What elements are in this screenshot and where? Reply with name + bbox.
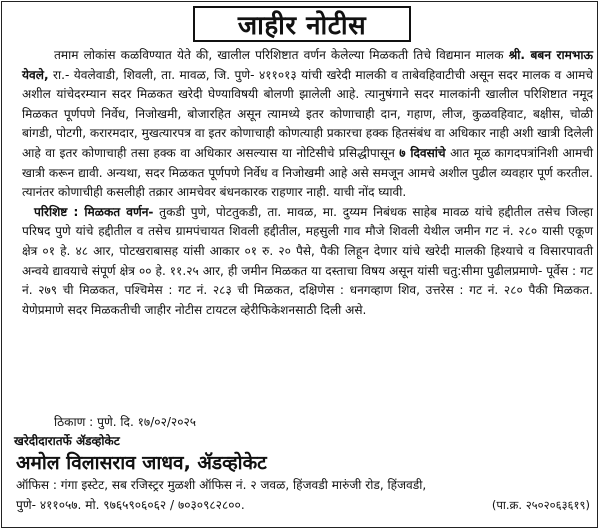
intro-text: तमाम लोकांस कळविण्यात येते की, खालील परिशिष्टात वर्णन केलेल्या मिळकती तिचे विद्यमान मालक xyxy=(54,48,504,62)
place-date: ठिकाण : पुणे. दि. १७/०२/२०२५ xyxy=(54,415,197,429)
notice-body xyxy=(22,46,593,320)
owner-name: श्री. बबन रामभाऊ येवले, xyxy=(22,48,593,82)
closing-text: आत मूळ कागदपत्रांनिशी आमची खात्री करून द्यावी. अन्यथा, सदर मिळकत पूर्णपणे निर्वेध व निजोखमी आहे असे समजून आमचे अशील पुढील व्यवहार पूर्ण करतील. त्यानंतर कोणाचीही कसलीही तक्रार आमचेवर बंधनकारक राहणार नाही. याची नोंद घ्यावी. xyxy=(22,145,593,200)
notice-paragraph-schedule xyxy=(22,203,593,321)
office-address-line-1: ऑफिस : गंगा इस्टेट, सब रजिस्ट्रर मुळशी ऑफिस नं. २ जवळ, हिंजवडी मारुंजी रोड, हिंजवडी, xyxy=(16,478,427,492)
advocate-signature-block xyxy=(14,432,594,515)
office-address-line-2: पुणे- ४११०५७. मो. ९७६५९०६०६२ / ७०३०९८२८००. xyxy=(16,497,245,512)
notice-paragraph-main xyxy=(22,46,593,203)
schedule-heading: परिशिष्ट : मिळकत वर्णन- xyxy=(34,204,154,219)
property-description: तुकडी पुणे, पोटतुकडी, ता. मावळ, मा. दुय्यम निबंधक साहेब मावळ यांचे हद्दीतील तसेच जिल्हा परिषद पुणे यांचे हद्दीतील व तसेच ग्रामपंचायत शिवली हद्दीतील, महसुली गाव मौजे शिवली येथील जमीन गट नं. २८० यासी एकूण क्षेत्र ०१ हे. ४८ आर, पोटखराबासह यांसी आकार ०१ रु. २० पैसे, पैकी लिहून देणार यांचे खरेदी मालकी हिश्याचे व विसारपावती अन्वये द्यावयाचे संपूर्ण क्षेत्र ०० हे. ११.२५ आर, ही जमीन मिळकत या दस्ताचा विषय असून यांसी चतु:सीमा पुढीलप्रमाणे- पूर्वेस : गट नं. २७९ ची मिळकत, पश्चिमेस : गट नं. २८३ ची मिळकत, दक्षिणेस : धनगव्हाण शिव, उत्तरेस : गट नं. २८० पैकी मिळकत. येणेप्रमाणे सदर मिळकतीची जाहीर नोटीस टायटल व्हेरीफिकेशनसाठी दिली असे. xyxy=(22,204,593,317)
objection-period: ७ दिवसांचे xyxy=(399,145,446,160)
notice-title-box xyxy=(193,6,411,42)
public-notice xyxy=(1,1,598,528)
advocate-name: अमोल विलासराव जाधव, ॲडव्होकेट xyxy=(16,452,267,474)
office-address xyxy=(16,476,594,515)
publication-reference: (पा.क्र. २५०२०६३६१९) xyxy=(491,497,590,512)
signatory-role: खरेदीदारातर्फे ॲडव्होकेट xyxy=(14,434,120,448)
notice-title: जाहीर नोटीस xyxy=(237,11,367,41)
owner-details-text: रा.- येवलेवाडी, शिवली, ता. मावळ, जि. पुणे- ४११०१३ यांची खरेदी मालकी व ताबेवहिवाटीची असून सदर मालक व आमचे अशील यांचेदरम्यान सदर मिळकत खरेदी घेण्याविषयी बोलणी झालेली आहे. त्यानुषंगाने सदर मालकांनी खालील परिशिष्टात नमूद मिळकत पूर्णपणे निर्वेध, निजोखमी, बोजारहित असून त्यामध्ये इतर कोणाचाही दान, गहाण, लीज, कुळवहिवाट, बक्षीस, चोळी बांगडी, पोटगी, करारमदार, मुखत्यारपत्र वा इतर कोणाचाही कोणत्याही प्रकारचा हक्क हितसंबंध वा अधिकार नाही अशी खात्री दिलेली आहे वा इतर कोणाचाही तसा हक्क वा अधिकार असल्यास या नोटिसीचे प्रसिद्धीपासून xyxy=(22,67,593,160)
